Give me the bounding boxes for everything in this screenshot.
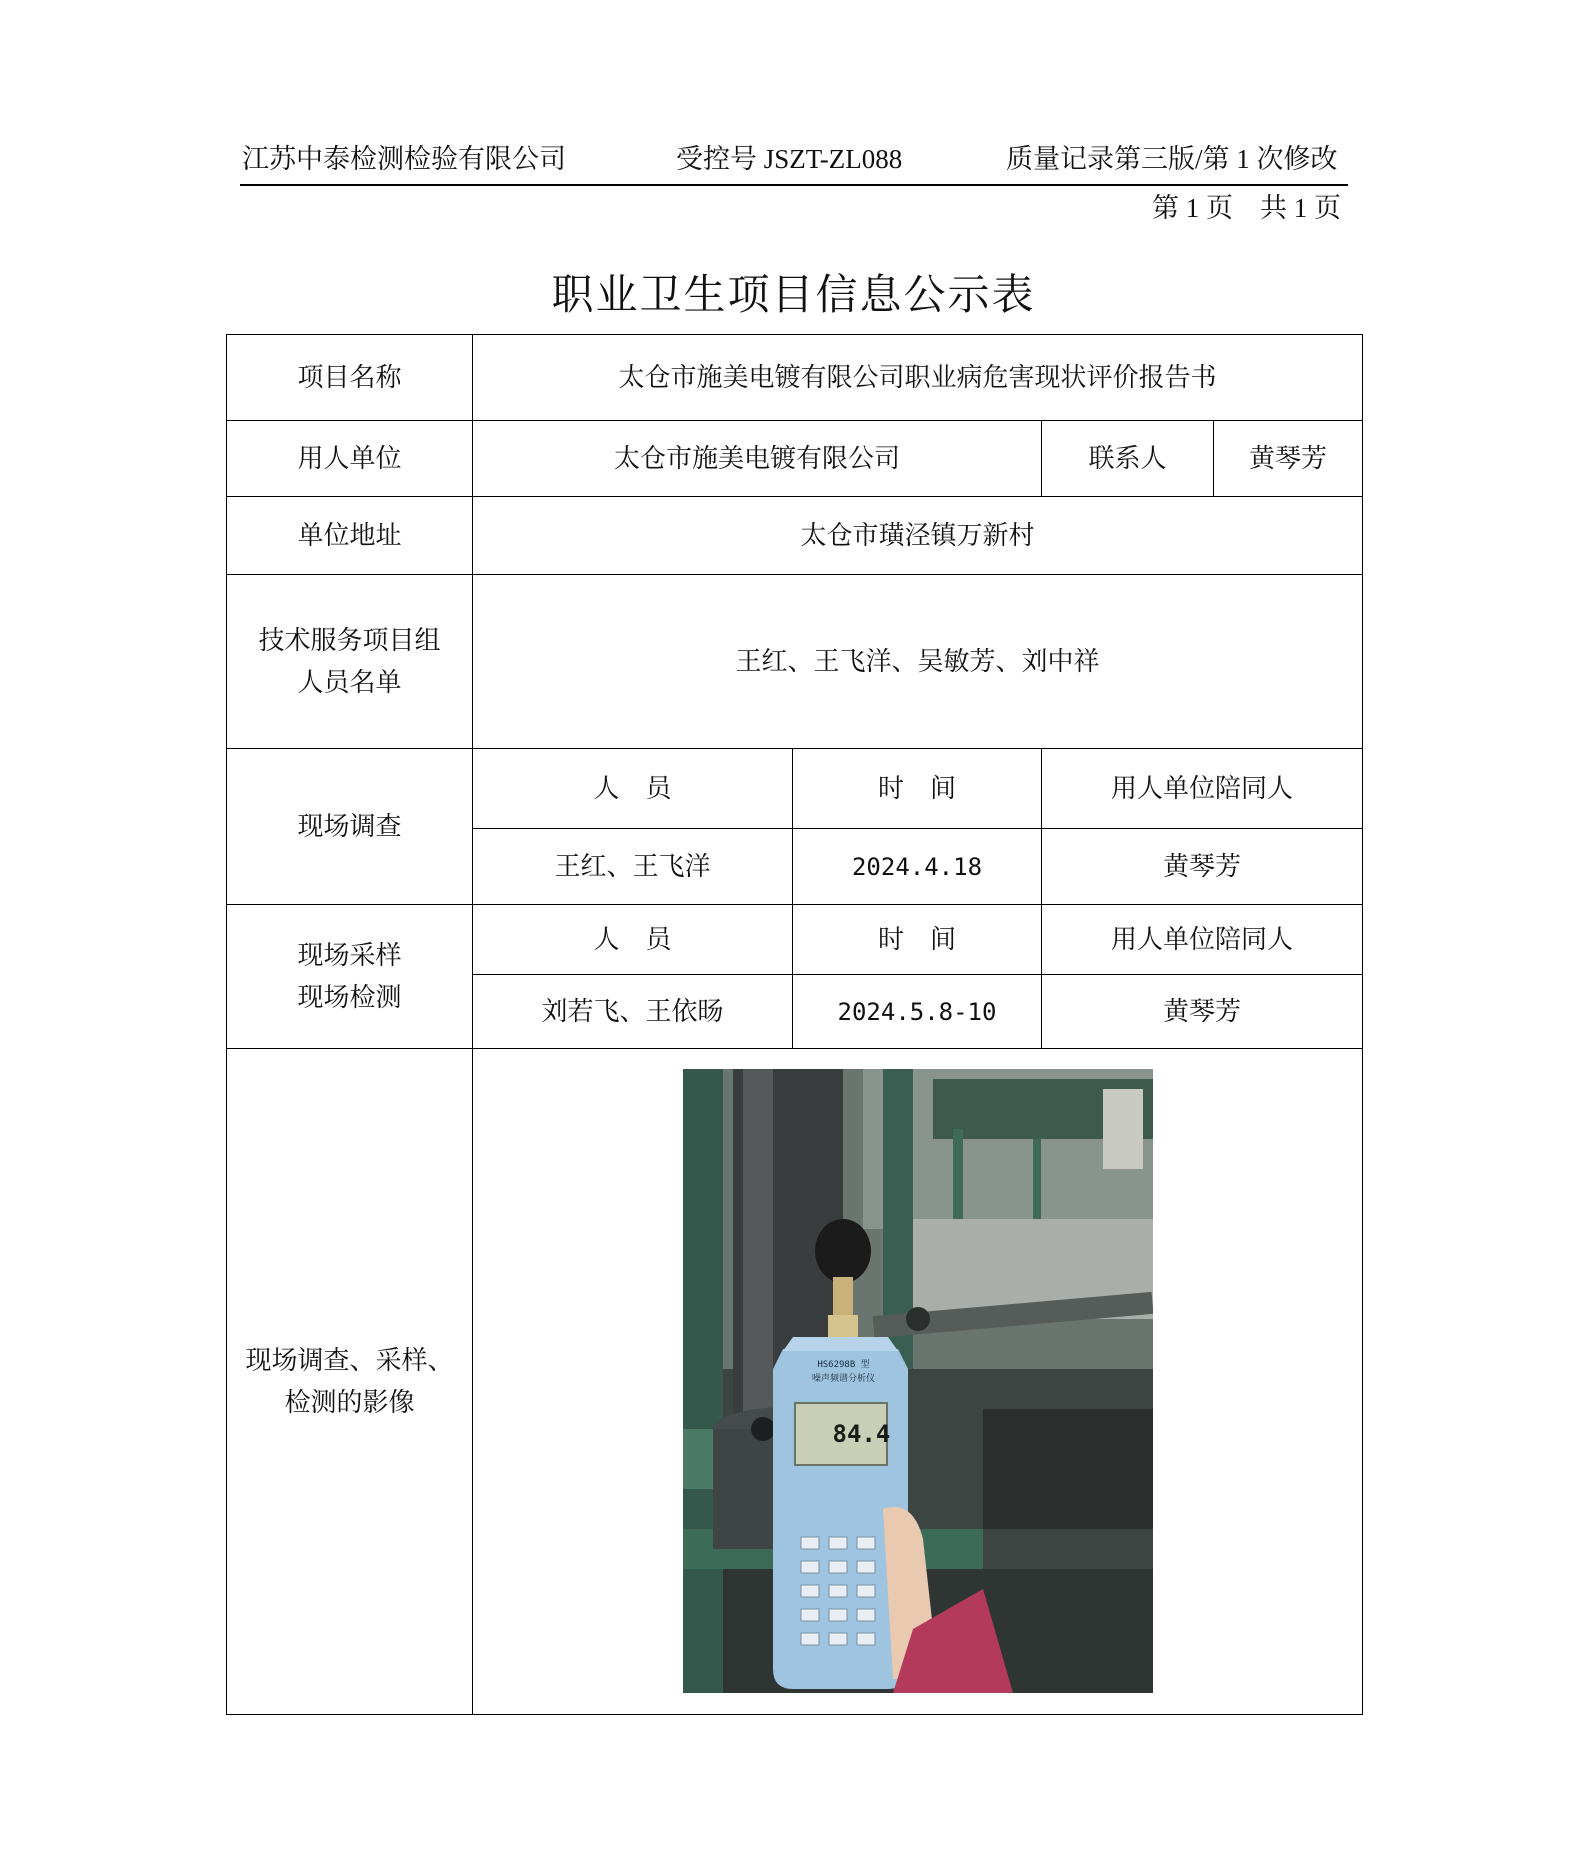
sampling-col-escort: 用人单位陪同人 xyxy=(1042,905,1363,975)
page-title: 职业卫生项目信息公示表 xyxy=(551,270,1036,319)
contact-value: 黄琴芳 xyxy=(1214,421,1363,497)
sampling-personnel: 刘若飞、王依旸 xyxy=(473,975,793,1049)
row-images xyxy=(227,1049,1363,1715)
page-info: 第 1 页 共 1 页 xyxy=(1152,193,1341,223)
sampling-time: 2024.5.8-10 xyxy=(793,975,1042,1049)
survey-escort: 黄琴芳 xyxy=(1042,829,1363,905)
site-photo xyxy=(683,1069,1153,1693)
team-label-line1: 技术服务项目组 xyxy=(258,625,441,656)
header-edition: 质量记录第三版/第 1 次修改 xyxy=(1006,144,1338,174)
images-label xyxy=(227,1049,473,1715)
meter-reading: 84.4 xyxy=(832,1420,891,1448)
row-address xyxy=(227,497,1363,575)
sampling-label-line2: 现场检测 xyxy=(297,982,402,1013)
sampling-label-line1: 现场采样 xyxy=(297,940,402,971)
images-label-line1: 现场调查、采样、 xyxy=(245,1345,454,1376)
sampling-escort: 黄琴芳 xyxy=(1042,975,1363,1049)
row-project-name xyxy=(227,335,1363,421)
project-name-value: 太仓市施美电镀有限公司职业病危害现状评价报告书 xyxy=(473,335,1363,421)
survey-col-escort: 用人单位陪同人 xyxy=(1042,749,1363,829)
employer-value: 太仓市施美电镀有限公司 xyxy=(473,421,1042,497)
meter-name: 噪声频谱分析仪 xyxy=(811,1374,875,1384)
header-control-no: 受控号 JSZT-ZL088 xyxy=(676,144,903,174)
survey-col-personnel: 人 员 xyxy=(473,749,793,829)
site-photo-drawing xyxy=(683,1069,1153,1693)
images-label-line2: 检测的影像 xyxy=(284,1387,415,1418)
info-table xyxy=(226,334,1363,1715)
sampling-col-personnel: 人 员 xyxy=(473,905,793,975)
survey-label: 现场调查 xyxy=(227,749,473,905)
address-value: 太仓市璜泾镇万新村 xyxy=(473,497,1363,575)
employer-label: 用人单位 xyxy=(227,421,473,497)
team-label xyxy=(227,575,473,749)
contact-label: 联系人 xyxy=(1042,421,1214,497)
row-survey-header xyxy=(227,749,1363,829)
sampling-col-time: 时 间 xyxy=(793,905,1042,975)
survey-col-time: 时 间 xyxy=(793,749,1042,829)
address-label: 单位地址 xyxy=(227,497,473,575)
images-cell xyxy=(473,1049,1363,1715)
project-name-label: 项目名称 xyxy=(227,335,473,421)
survey-personnel: 王红、王飞洋 xyxy=(473,829,793,905)
row-team xyxy=(227,575,1363,749)
header-company: 江苏中泰检测检验有限公司 xyxy=(242,144,566,174)
row-sampling-header xyxy=(227,905,1363,975)
meter-model: HS6298B 型 xyxy=(817,1360,870,1370)
team-value: 王红、王飞洋、吴敏芳、刘中祥 xyxy=(473,575,1363,749)
row-employer xyxy=(227,421,1363,497)
sampling-label xyxy=(227,905,473,1049)
team-label-line2: 人员名单 xyxy=(297,667,402,698)
survey-time: 2024.4.18 xyxy=(793,829,1042,905)
